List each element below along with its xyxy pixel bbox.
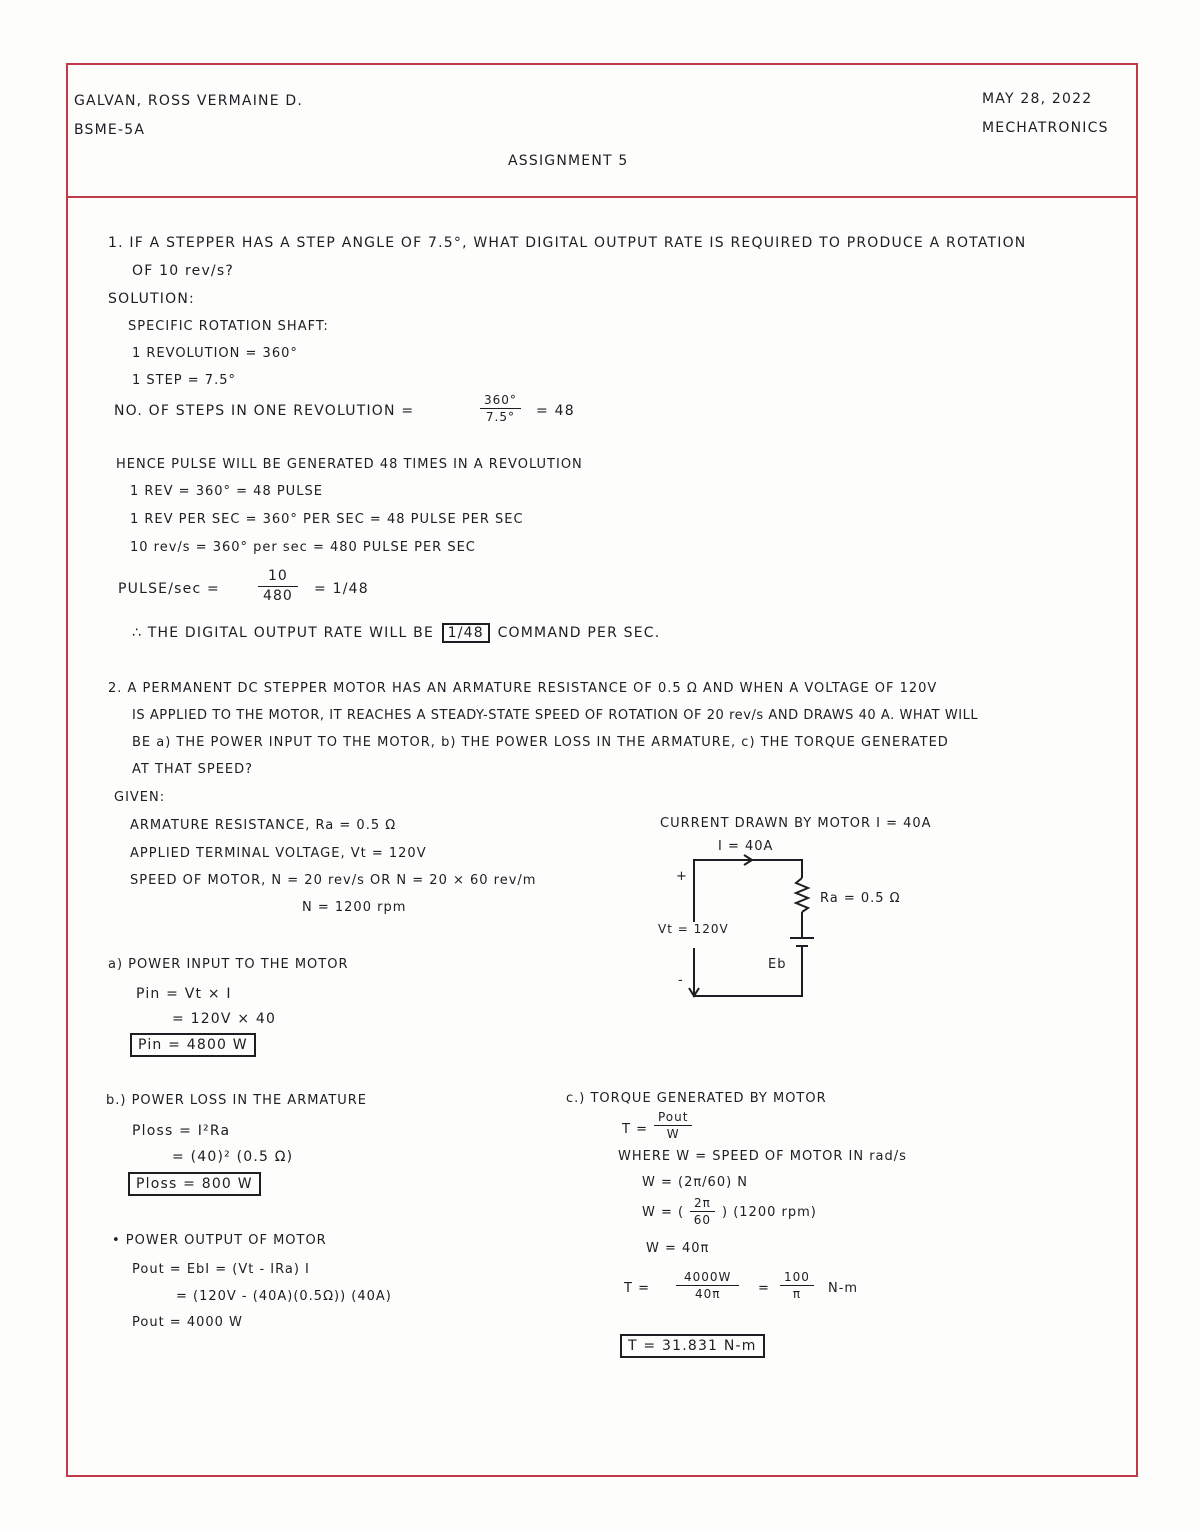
q1-steps-label: NO. OF STEPS IN ONE REVOLUTION = [114, 403, 415, 419]
q2c-torque-calc-den2: π [792, 1287, 802, 1301]
q2c-torque-calc-pre: T = [624, 1281, 650, 1296]
q1-pulse-numerator: 10 [258, 568, 298, 587]
q2c-omega-pre: W = ( [642, 1205, 685, 1220]
q2-question-line3: BE a) THE POWER INPUT TO THE MOTOR, b) THE POWER LOSS IN THE ARMATURE, c) THE TORQUE GENERATED [132, 735, 949, 750]
q1-revolution: 1 REVOLUTION = 360° [132, 346, 298, 361]
q2a-answer-box: Pin = 4800 W [130, 1033, 256, 1057]
header-divider [66, 196, 1138, 198]
q2c-omega-numerator: 2π [690, 1196, 715, 1212]
circuit-top-wire [694, 860, 802, 922]
q1-conclusion-post: COMMAND PER SEC. [497, 625, 661, 641]
circuit-resistor [796, 878, 808, 912]
q2c-torque-calc-den1: 40π [694, 1287, 721, 1301]
q1-pulse-result: = 1/48 [314, 581, 369, 597]
q2-given-rpm: N = 1200 rpm [302, 900, 407, 915]
q1-steps-numerator: 360° [480, 393, 521, 409]
q2c-omega-fraction [690, 1196, 715, 1227]
circuit-minus: - [678, 973, 684, 988]
q2-power-output-result: Pout = 4000 W [132, 1315, 243, 1330]
student-section: BSME-5A [74, 122, 146, 138]
q2-current-drawn: CURRENT DRAWN BY MOTOR I = 40A [660, 816, 932, 831]
q1-conclusion-pre: ∴ THE DIGITAL OUTPUT RATE WILL BE [132, 625, 434, 641]
q1-specific-rotation: SPECIFIC ROTATION SHAFT: [128, 319, 329, 334]
q1-solution-label: SOLUTION: [108, 291, 195, 307]
q2c-omega-post: ) (1200 rpm) [722, 1205, 817, 1220]
q1-line-b: 1 REV PER SEC = 360° PER SEC = 48 PULSE PER SEC [130, 512, 524, 527]
q2-power-output-label: • POWER OUTPUT OF MOTOR [112, 1233, 327, 1248]
motor-circuit-diagram [640, 830, 940, 1005]
course-name: MECHATRONICS [982, 120, 1109, 136]
q1-steps-result: = 48 [536, 403, 575, 419]
q2-question-line4: AT THAT SPEED? [132, 762, 254, 777]
q2-given-speed: SPEED OF MOTOR, N = 20 rev/s OR N = 20 × 60 rev/m [130, 873, 537, 888]
q2a-substitution: = 120V × 40 [172, 1011, 277, 1027]
q2-question-line2: IS APPLIED TO THE MOTOR, IT REACHES A STEADY-STATE SPEED OF ROTATION OF 20 rev/s AND DRAWS 40 A. WHAT WILL [132, 708, 979, 723]
q1-step: 1 STEP = 7.5° [132, 373, 236, 388]
q2c-torque-unit: N-m [828, 1281, 859, 1296]
q2c-torque-calc-num1: 4000W [676, 1270, 739, 1286]
assignment-title: ASSIGNMENT 5 [508, 153, 629, 169]
q2b-substitution: = (40)² (0.5 Ω) [172, 1149, 294, 1165]
circuit-current-label: I = 40A [718, 839, 774, 854]
q2c-torque-calc-eq: = [758, 1281, 770, 1296]
assignment-date: MAY 28, 2022 [982, 91, 1093, 107]
q2-given-voltage: APPLIED TERMINAL VOLTAGE, Vt = 120V [130, 846, 427, 861]
q2a-formula: Pin = Vt × I [136, 986, 232, 1002]
q1-pulse-denominator: 480 [263, 588, 293, 604]
q2c-torque-calc-fraction2 [780, 1270, 814, 1301]
q2-power-output-substitution: = (120V - (40A)(0.5Ω)) (40A) [176, 1289, 392, 1304]
q1-conclusion [132, 624, 660, 642]
q2c-omega-denominator: 60 [693, 1213, 712, 1227]
q2-given-label: GIVEN: [114, 790, 166, 805]
q1-question-line2: OF 10 rev/s? [132, 263, 234, 279]
q2c-torque-pre: T = [622, 1122, 648, 1137]
q2c-torque-calc-num2: 100 [780, 1270, 814, 1286]
q1-steps-denominator: 7.5° [485, 410, 515, 424]
circuit-vt-label: Vt = 120V [658, 922, 729, 936]
circuit-plus: + [676, 869, 688, 884]
q1-steps-fraction [480, 393, 521, 424]
q2c-torque-calc-fraction1 [676, 1270, 739, 1301]
student-name: GALVAN, ROSS VERMAINE D. [74, 93, 304, 109]
q2-question-line1: 2. A PERMANENT DC STEPPER MOTOR HAS AN ARMATURE RESISTANCE OF 0.5 Ω AND WHEN A VOLTAGE OF 120V [108, 681, 938, 696]
q1-line-c: 10 rev/s = 360° per sec = 480 PULSE PER SEC [130, 540, 476, 555]
q2c-label: c.) TORQUE GENERATED BY MOTOR [566, 1091, 827, 1106]
q1-question-line1: 1. IF A STEPPER HAS A STEP ANGLE OF 7.5°, WHAT DIGITAL OUTPUT RATE IS REQUIRED TO PRODUCE A ROTATION [108, 235, 1027, 251]
q2c-answer-box: T = 31.831 N-m [620, 1334, 765, 1358]
q2b-formula: Ploss = I²Ra [132, 1123, 231, 1139]
q1-hence: HENCE PULSE WILL BE GENERATED 48 TIMES IN A REVOLUTION [116, 457, 583, 472]
q1-answer-box: 1/48 [442, 623, 490, 643]
q2c-omega-formula: W = (2π/60) N [642, 1175, 749, 1190]
circuit-ra-label: Ra = 0.5 Ω [820, 891, 901, 906]
q2c-omega-result: W = 40π [646, 1241, 710, 1256]
q1-pulse-fraction [258, 568, 298, 605]
q2b-answer-box: Ploss = 800 W [128, 1172, 261, 1196]
q2a-label: a) POWER INPUT TO THE MOTOR [108, 957, 349, 972]
q2c-torque-numerator: Pout [654, 1110, 692, 1126]
circuit-eb-label: Eb [768, 957, 787, 972]
q2b-label: b.) POWER LOSS IN THE ARMATURE [106, 1093, 368, 1108]
q2c-where: WHERE W = SPEED OF MOTOR IN rad/s [618, 1149, 907, 1164]
q1-line-a: 1 REV = 360° = 48 PULSE [130, 484, 323, 499]
q2-given-resistance: ARMATURE RESISTANCE, Ra = 0.5 Ω [130, 818, 397, 833]
q2c-torque-denominator: W [666, 1127, 680, 1141]
q1-pulse-label: PULSE/sec = [118, 581, 220, 597]
q2-power-output-formula: Pout = EbI = (Vt - IRa) I [132, 1262, 310, 1277]
q2c-torque-fraction [654, 1110, 692, 1141]
